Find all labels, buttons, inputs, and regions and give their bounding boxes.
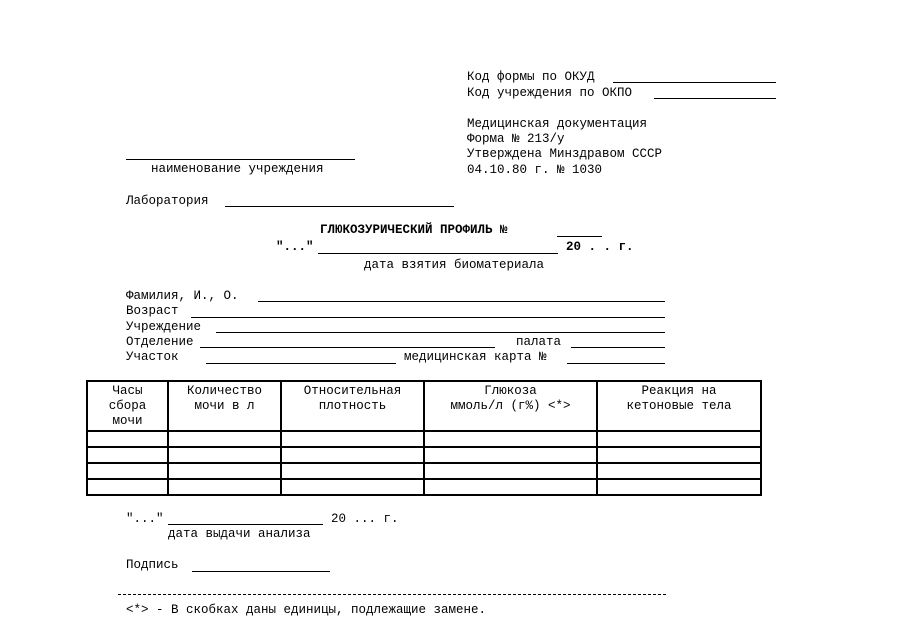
table-cell[interactable] (168, 463, 281, 479)
okpo-label: Код учреждения по ОКПО (467, 86, 633, 100)
table-header-row (87, 381, 761, 431)
sample-date-prefix: "..." (276, 240, 314, 254)
table-cell[interactable] (597, 431, 761, 447)
laboratory-field[interactable] (225, 206, 454, 207)
table-cell[interactable] (424, 463, 597, 479)
form-number: Форма № 213/у (467, 132, 565, 146)
ward-label: палата (516, 335, 562, 349)
table-cell[interactable] (424, 479, 597, 495)
sample-date-caption: дата взятия биоматериала (364, 258, 545, 272)
table-row (87, 447, 761, 463)
table-cell[interactable] (597, 463, 761, 479)
col-header-hours (87, 381, 168, 431)
table-row (87, 479, 761, 495)
table-cell[interactable] (87, 463, 168, 479)
table-cell[interactable] (168, 447, 281, 463)
col-header-ketones (597, 381, 761, 431)
district-label: Участок (126, 350, 179, 364)
district-field[interactable] (206, 363, 396, 364)
approved-by: Утверждена Минздравом СССР (467, 147, 663, 161)
table-cell[interactable] (87, 431, 168, 447)
institution-field[interactable] (216, 332, 665, 333)
signature-field[interactable] (192, 571, 330, 572)
table-cell[interactable] (281, 479, 424, 495)
table-cell[interactable] (168, 479, 281, 495)
col-header-label: Относительная плотность (303, 384, 402, 413)
table-cell[interactable] (281, 463, 424, 479)
sample-date-field[interactable] (318, 253, 558, 254)
institution-label: Учреждение (126, 320, 202, 334)
table-cell[interactable] (281, 447, 424, 463)
name-label: Фамилия, И., О. (126, 289, 239, 303)
department-label: Отделение (126, 335, 194, 349)
okud-label: Код формы по ОКУД (467, 70, 595, 84)
results-table (86, 380, 762, 496)
issue-date-caption: дата выдачи анализа (168, 527, 311, 541)
table-cell[interactable] (597, 447, 761, 463)
institution-caption: наименование учреждения (151, 162, 324, 176)
table-cell[interactable] (597, 479, 761, 495)
table-cell[interactable] (281, 431, 424, 447)
department-field[interactable] (200, 347, 495, 348)
table-cell[interactable] (168, 431, 281, 447)
table-cell[interactable] (87, 447, 168, 463)
col-header-volume (168, 381, 281, 431)
col-header-glucose (424, 381, 597, 431)
laboratory-label: Лаборатория (126, 194, 209, 208)
okpo-field[interactable] (654, 98, 776, 99)
issue-date-field[interactable] (168, 524, 323, 525)
doc-type: Медицинская документация (467, 117, 648, 131)
signature-label: Подпись (126, 558, 179, 572)
issue-date-suffix: 20 ... г. (331, 512, 399, 526)
approved-date: 04.10.80 г. № 1030 (467, 163, 603, 177)
okud-field[interactable] (613, 82, 776, 83)
col-header-density (281, 381, 424, 431)
page-title: ГЛЮКОЗУРИЧЕСКИЙ ПРОФИЛЬ № (320, 223, 508, 237)
col-header-label: Часы сбора мочи (108, 384, 147, 428)
table-cell[interactable] (424, 431, 597, 447)
age-field[interactable] (191, 317, 665, 318)
profile-number-field[interactable] (557, 236, 602, 237)
col-header-label: Количество мочи в л (186, 384, 262, 413)
table-row (87, 431, 761, 447)
sample-date-suffix: 20 . . г. (566, 240, 634, 254)
table-row (87, 463, 761, 479)
issue-date-prefix: "..." (126, 512, 164, 526)
table-cell[interactable] (424, 447, 597, 463)
card-label: медицинская карта № (404, 350, 547, 364)
name-field[interactable] (258, 301, 665, 302)
card-field[interactable] (567, 363, 665, 364)
institution-name-field[interactable] (126, 159, 355, 160)
footnote-divider (118, 594, 666, 595)
ward-field[interactable] (571, 347, 665, 348)
col-header-label: Глюкоза ммоль/л (г%) <*> (450, 384, 571, 413)
age-label: Возраст (126, 304, 179, 318)
footnote: <*> - В скобках даны единицы, подлежащие замене. (126, 603, 487, 617)
table-cell[interactable] (87, 479, 168, 495)
col-header-label: Реакция на кетоновые тела (626, 384, 732, 413)
